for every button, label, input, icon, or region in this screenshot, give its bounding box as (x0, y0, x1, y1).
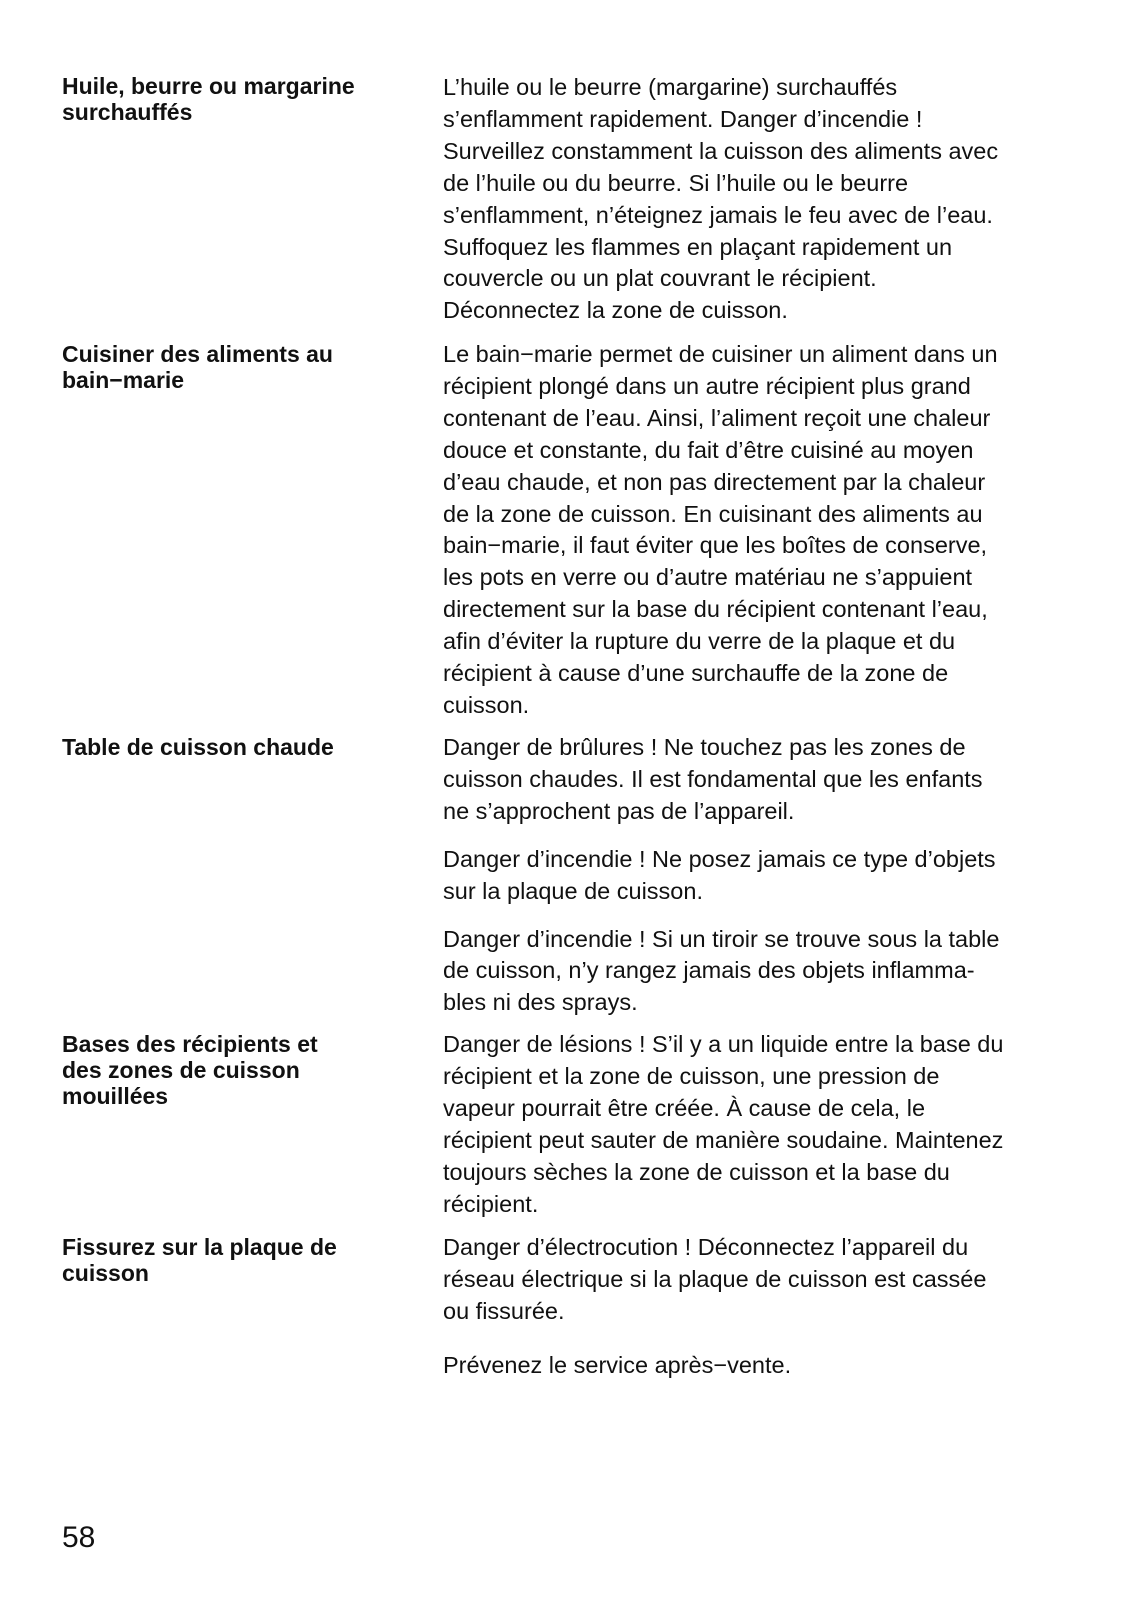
description-paragraph: Danger d’électrocution ! Déconnectez l’appareil du réseau électrique si la plaque de cuisson est cassée ou fissurée. (443, 1234, 987, 1324)
page-number: 58 (62, 1521, 96, 1554)
description-paragraph: Danger de brûlures ! Ne touchez pas les zones de cuisson chaudes. Il est fondamental que les enfants ne s’approchent pas de l’appareil. (443, 734, 983, 824)
description-paragraph: Danger d’incendie ! Ne posez jamais ce type d’objets sur la plaque de cuisson. (443, 845, 996, 904)
entry-term: Huile, beurre ou margarine surchauffés (62, 73, 355, 125)
entry-term: Cuisiner des aliments au bain−marie (62, 341, 333, 393)
entry-description (443, 72, 1083, 327)
entry-description (443, 1232, 1083, 1382)
entry-description (443, 339, 1083, 722)
description-paragraph: Danger de lésions ! S’il y a un liquide entre la base du récipient et la zone de cuisson, une pression de vapeur pourrait être créée. À cause de cela, le récipient peut sauter de manière soudaine. Maintenez toujours sèches la zone de cuisson et la base du récipient. (443, 1031, 1004, 1217)
entry-description (443, 1029, 1083, 1220)
description-paragraph: Le bain−marie permet de cuisiner un aliment dans un récipient plongé dans un autre récipient plus grand contenant de l’eau. Ainsi, l’aliment reçoit une chaleur douce et constante, du fait d’être cuisiné au moyen d’eau chaude, et non pas directement par la chaleur de la zone de cuisson. En cuisinant des aliments au bain−marie, il faut éviter que les boîtes de conserve, les pots en verre ou d’autre matériau ne s’appuient directement sur la base du récipient contenant l’eau, afin d’éviter la rupture du verre de la plaque et du récipient à cause d’une surchauffe de la zone de cuisson. (443, 341, 998, 718)
description-paragraph: L’huile ou le beurre (margarine) surchauffés s’enflamment rapidement. Danger d’incendie ! Surveillez constamment la cuisson des aliments avec de l’huile ou du beurre. Si l’huile ou le beurre s’enflamment, n’éteignez jamais le feu avec de l’eau. Suffoquez les flammes en plaçant rapidement un couvercle ou un plat couvrant le récipient. Déconnectez la zone de cuisson. (443, 74, 999, 324)
description-paragraph: Danger d’incendie ! Si un tiroir se trouve sous la table de cuisson, n’y rangez jamais des objets inflamma- bles ni des sprays. (443, 925, 1000, 1016)
entry-term: Table de cuisson chaude (62, 734, 334, 760)
description-paragraph: Prévenez le service après−vente. (443, 1351, 792, 1378)
entry-term: Bases des récipients et des zones de cuisson mouillées (62, 1031, 318, 1109)
entry-description (443, 732, 1083, 1019)
entry-term: Fissurez sur la plaque de cuisson (62, 1234, 337, 1286)
